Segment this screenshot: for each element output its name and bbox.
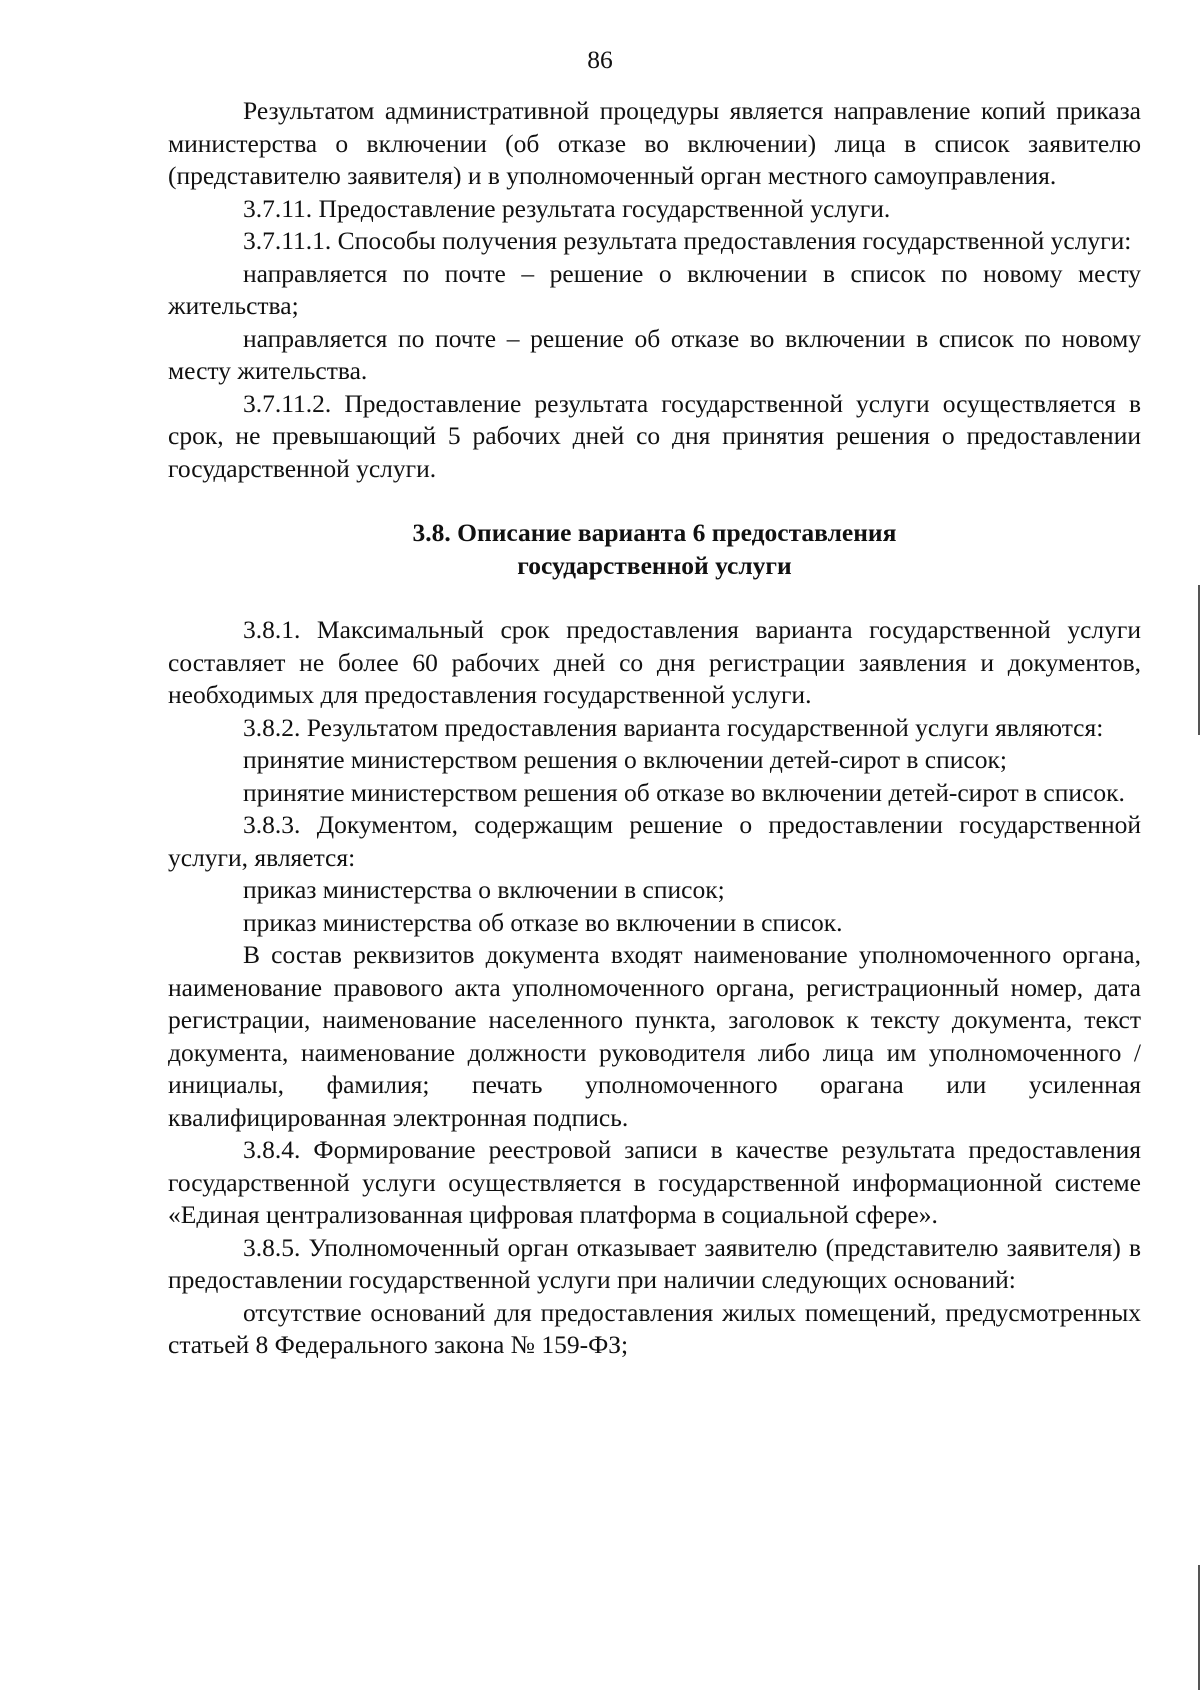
paragraph-no-grounds: отсутствие оснований для предоставления жилых помещений, предусмотренных статьей 8 Федерального закона № 159-ФЗ;	[168, 1297, 1141, 1359]
section-heading-line-1: 3.8. Описание варианта 6 предоставления	[412, 518, 897, 547]
section-heading-line-2: государственной услуги	[517, 550, 792, 580]
paragraph-3-7-11-2: 3.7.11.2. Предоставление результата государственной услуги осуществляется в срок, не превышающий 5 рабочих дней со дня принятия решения о предоставлении государственной услуги.	[168, 388, 1141, 483]
page-number: 86	[587, 45, 613, 74]
paragraph-order-refusal: приказ министерства об отказе во включении в список.	[243, 907, 843, 937]
paragraph-document-requisites: В состав реквизитов документа входят наименование уполномоченного органа, наименование правового акта уполномоченного органа, регистрационный номер, дата регистрации, наименование населенного пункта, заголовок к тексту документа, текст документа, наименование должности руководителя либо лица им уполномоченного / инициалы, фамилия; печать уполномоченного орагана или усиленная квалифицированная электронная подпись.	[168, 940, 1141, 1132]
page-body	[168, 95, 1141, 1362]
paragraph-result-procedure: Результатом административной процедуры является направление копий приказа министерства о включении (об отказе во включении) лица в список заявителю (представителю заявителя) и в уполномоченный орган местного самоуправления.	[168, 96, 1141, 190]
paragraph-3-8-1: 3.8.1. Максимальный срок предоставления варианта государственной услуги составляет не более 60 рабочих дней со дня регистрации заявления и документов, необходимых для предоставления государственной услуги.	[168, 615, 1141, 709]
paragraph-order-inclusion: приказ министерства о включении в список;	[243, 875, 725, 904]
paragraph-decision-inclusion: принятие министерством решения о включении детей-сирот в список;	[243, 745, 1007, 774]
paragraph-mail-refusal: направляется по почте – решение об отказе во включении в список по новому месту жительства.	[168, 323, 1141, 385]
section-heading-3-8	[168, 517, 1141, 582]
paragraph-3-7-11-1: 3.7.11.1. Способы получения результата предоставления государственной услуги:	[243, 226, 1132, 255]
paragraph-3-8-4: 3.8.4. Формирование реестровой записи в качестве результата предоставления государственной услуги осуществляется в государственной информационной системе «Единая централизованная цифровая платформа в социальной сфере».	[168, 1135, 1141, 1229]
paragraph-3-8-5: 3.8.5. Уполномоченный орган отказывает заявителю (представителю заявителя) в предоставлении государственной услуги при наличии следующих оснований:	[168, 1232, 1141, 1294]
paragraph-decision-refusal: принятие министерством решения об отказе во включении детей-сирот в список.	[243, 777, 1125, 807]
paragraph-3-7-11: 3.7.11. Предоставление результата государственной услуги.	[243, 193, 891, 223]
paragraph-3-8-3: 3.8.3. Документом, содержащим решение о предоставлении государственной услуги, является:	[168, 810, 1141, 872]
paragraph-3-8-2: 3.8.2. Результатом предоставления варианта государственной услуги являются:	[243, 712, 1104, 742]
paragraph-mail-inclusion: направляется по почте – решение о включении в список по новому месту жительства;	[168, 258, 1141, 320]
